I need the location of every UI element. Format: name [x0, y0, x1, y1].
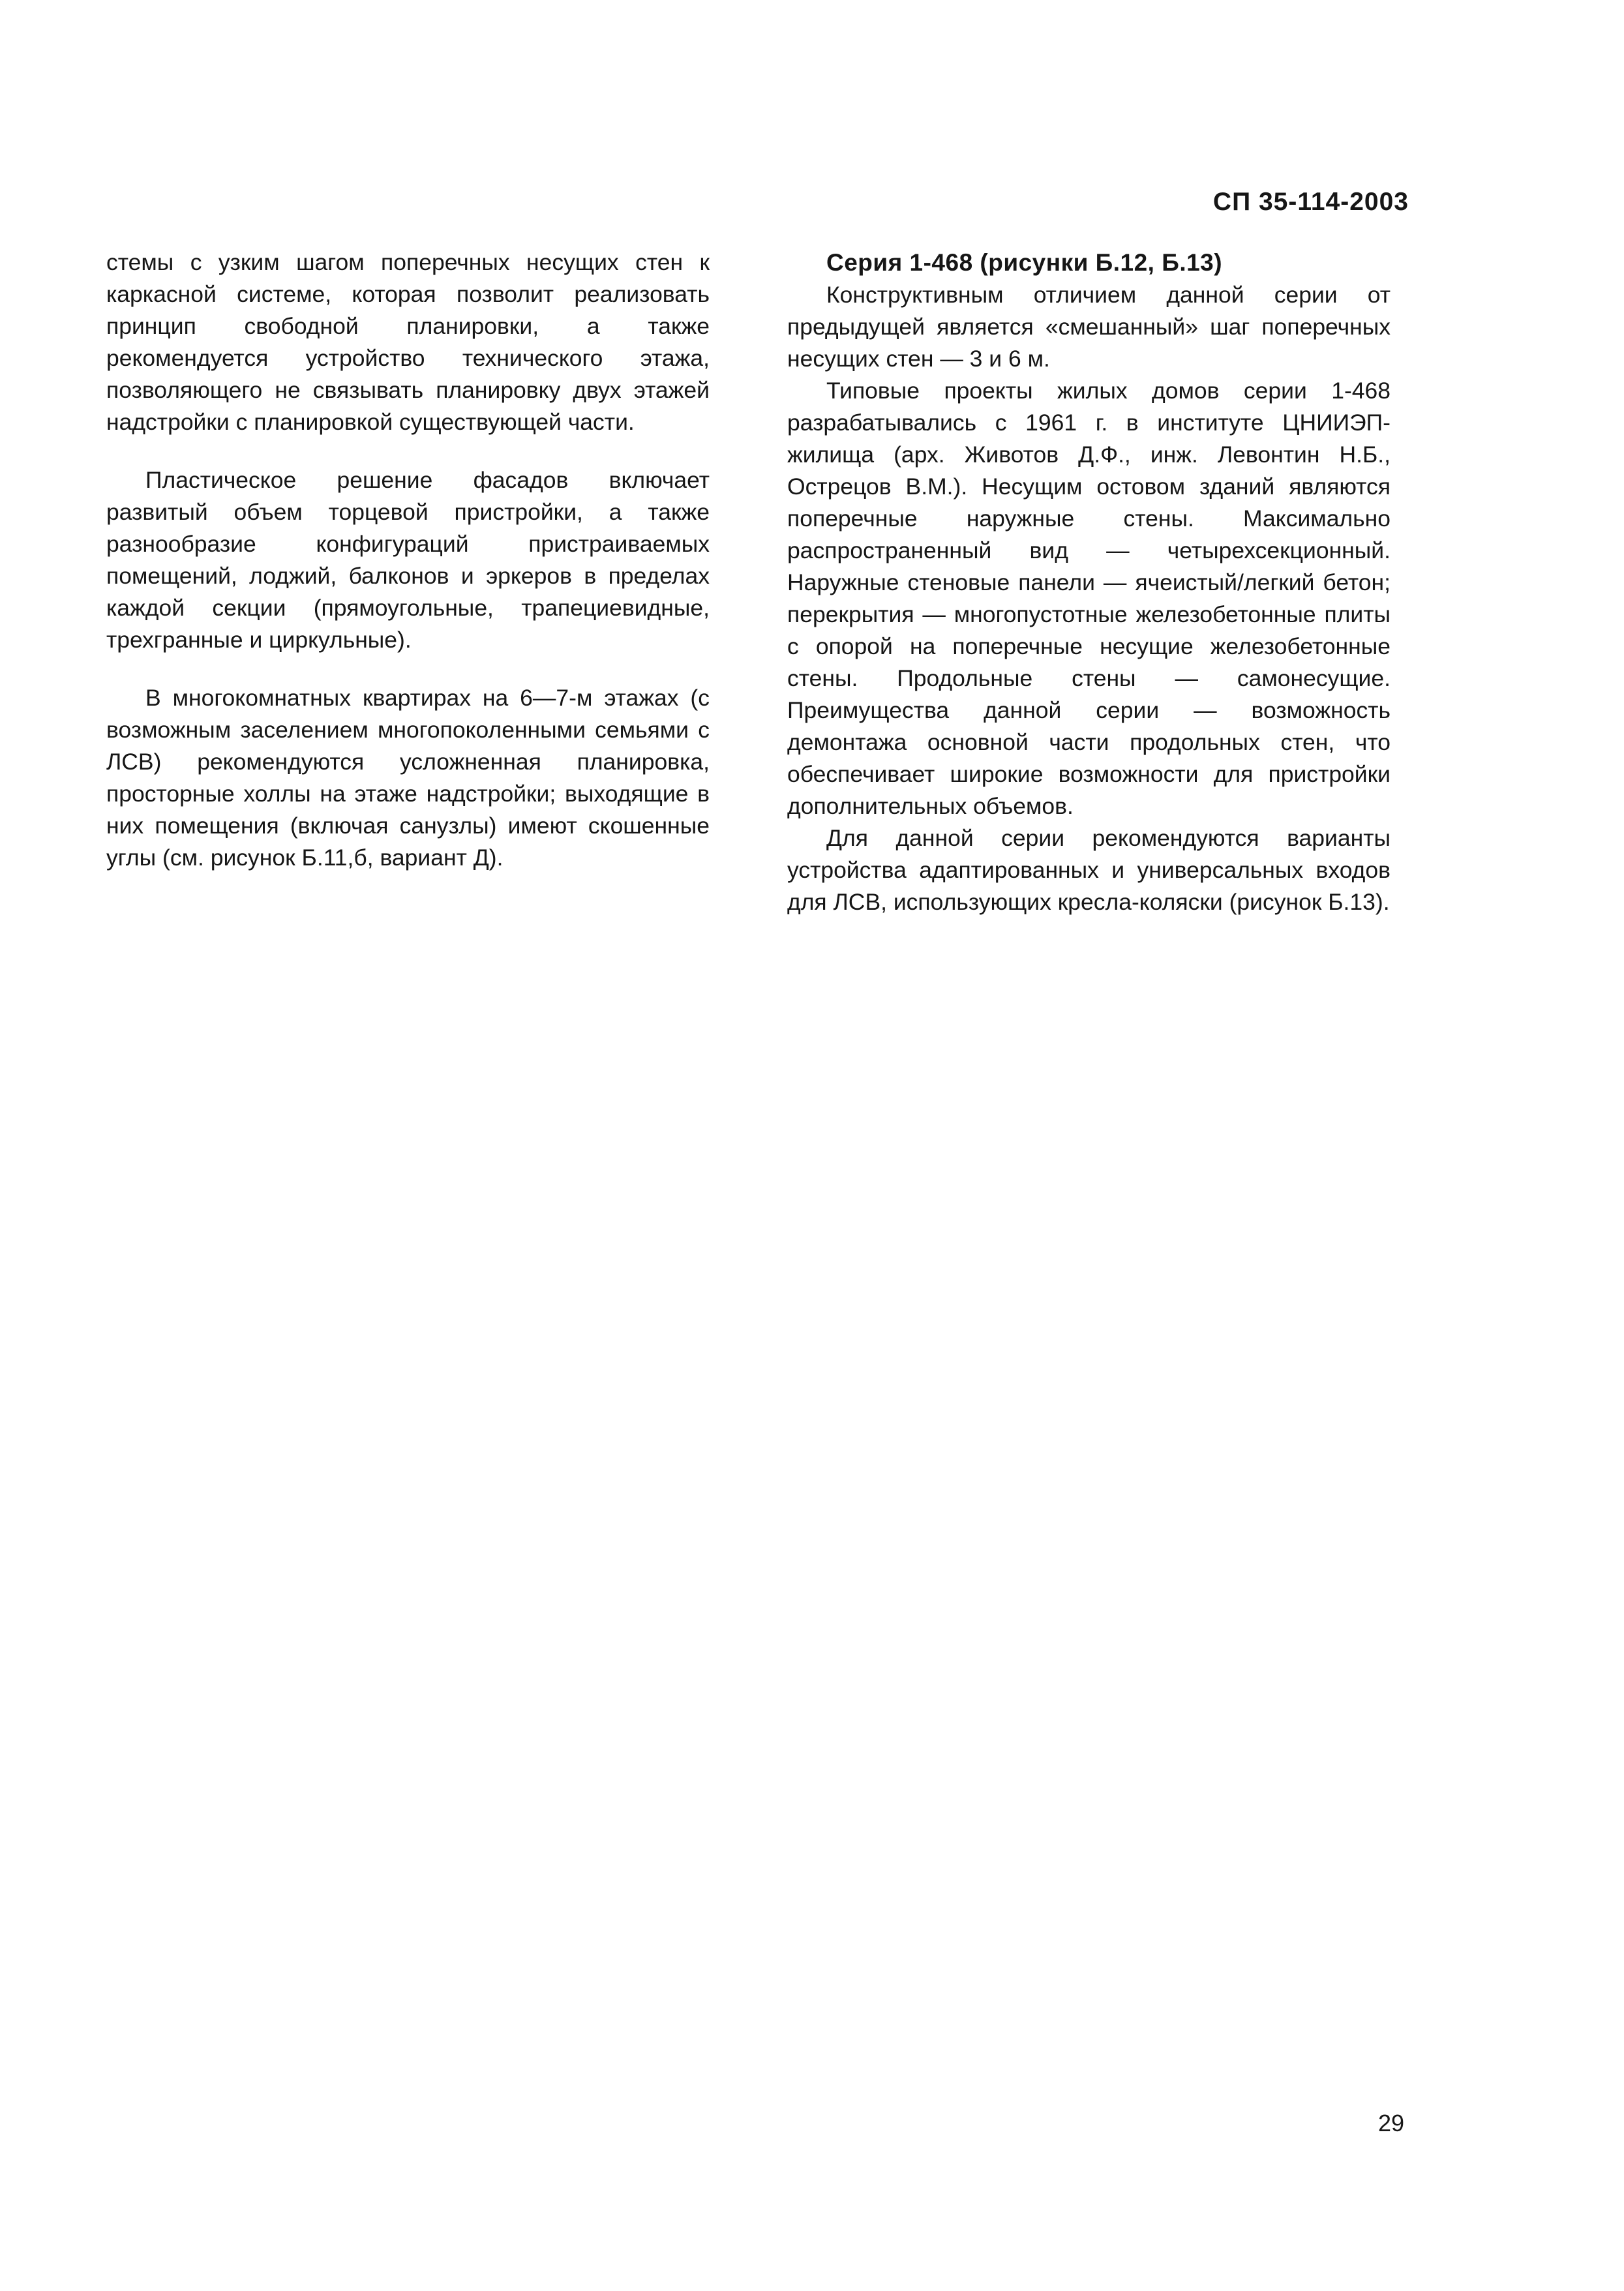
- left-paragraph-1: стемы с узким шагом поперечных несущих стен к каркасной системе, которая позволит реализовать принцип свободной планировки, а также рекомендуется устройство технического этажа, позволяющего не связывать планировку двух этажей надстройки с планировкой существующей части.: [106, 249, 710, 435]
- left-paragraph-3: В многокомнатных квартирах на 6—7-м этажах (с возможным заселением многопоколенными семьями с ЛСВ) рекомендуются усложненная планировка, просторные холлы на этаже надстройки; выходящие в них помещения (включая санузлы) имеют скошенные углы (см. рисунок Б.11,б, вариант Д).: [106, 685, 710, 871]
- right-column: [787, 247, 1391, 918]
- right-paragraph-1: Конструктивным отличием данной серии от предыдущей является «смешанный» шаг поперечных несущих стен — 3 и 6 м.: [787, 282, 1391, 372]
- left-column: [106, 247, 710, 900]
- page-number: 29: [1377, 2110, 1404, 2136]
- document-code: СП 35-114-2003: [1212, 188, 1409, 216]
- left-paragraph-2: Пластическое решение фасадов включает развитый объем торцевой пристройки, а также разнообразие конфигураций пристраиваемых помещений, лоджий, балконов и эркеров в пределах каждой секции (прямоугольные, трапециевидные, трехгранные и циркульные).: [106, 467, 710, 653]
- section-heading: Серия 1-468 (рисунки Б.12, Б.13): [826, 249, 1223, 276]
- right-paragraph-2: Типовые проекты жилых домов серии 1-468 разрабатывались с 1961 г. в институте ЦНИИЭП-жилища (арх. Животов Д.Ф., инж. Левонтин Н.Б., Острецов В.М.). Несущим остовом зданий являются поперечные наружные стены. Максимально распространенный вид — четырехсекционный. Наружные стеновые панели — ячеистый/легкий бетон; перекрытия — многопустотные железобетонные плиты с опорой на поперечные несущие железобетонные стены. Продольные стены — самонесущие. Преимущества данной серии — возможность демонтажа основной части продольных стен, что обеспечивает широкие возможности для пристройки дополнительных объемов.: [787, 378, 1391, 819]
- right-paragraph-3: Для данной серии рекомендуются варианты устройства адаптированных и универсальных входов для ЛСВ, использующих кресла-коляски (рисунок Б.13).: [787, 825, 1391, 915]
